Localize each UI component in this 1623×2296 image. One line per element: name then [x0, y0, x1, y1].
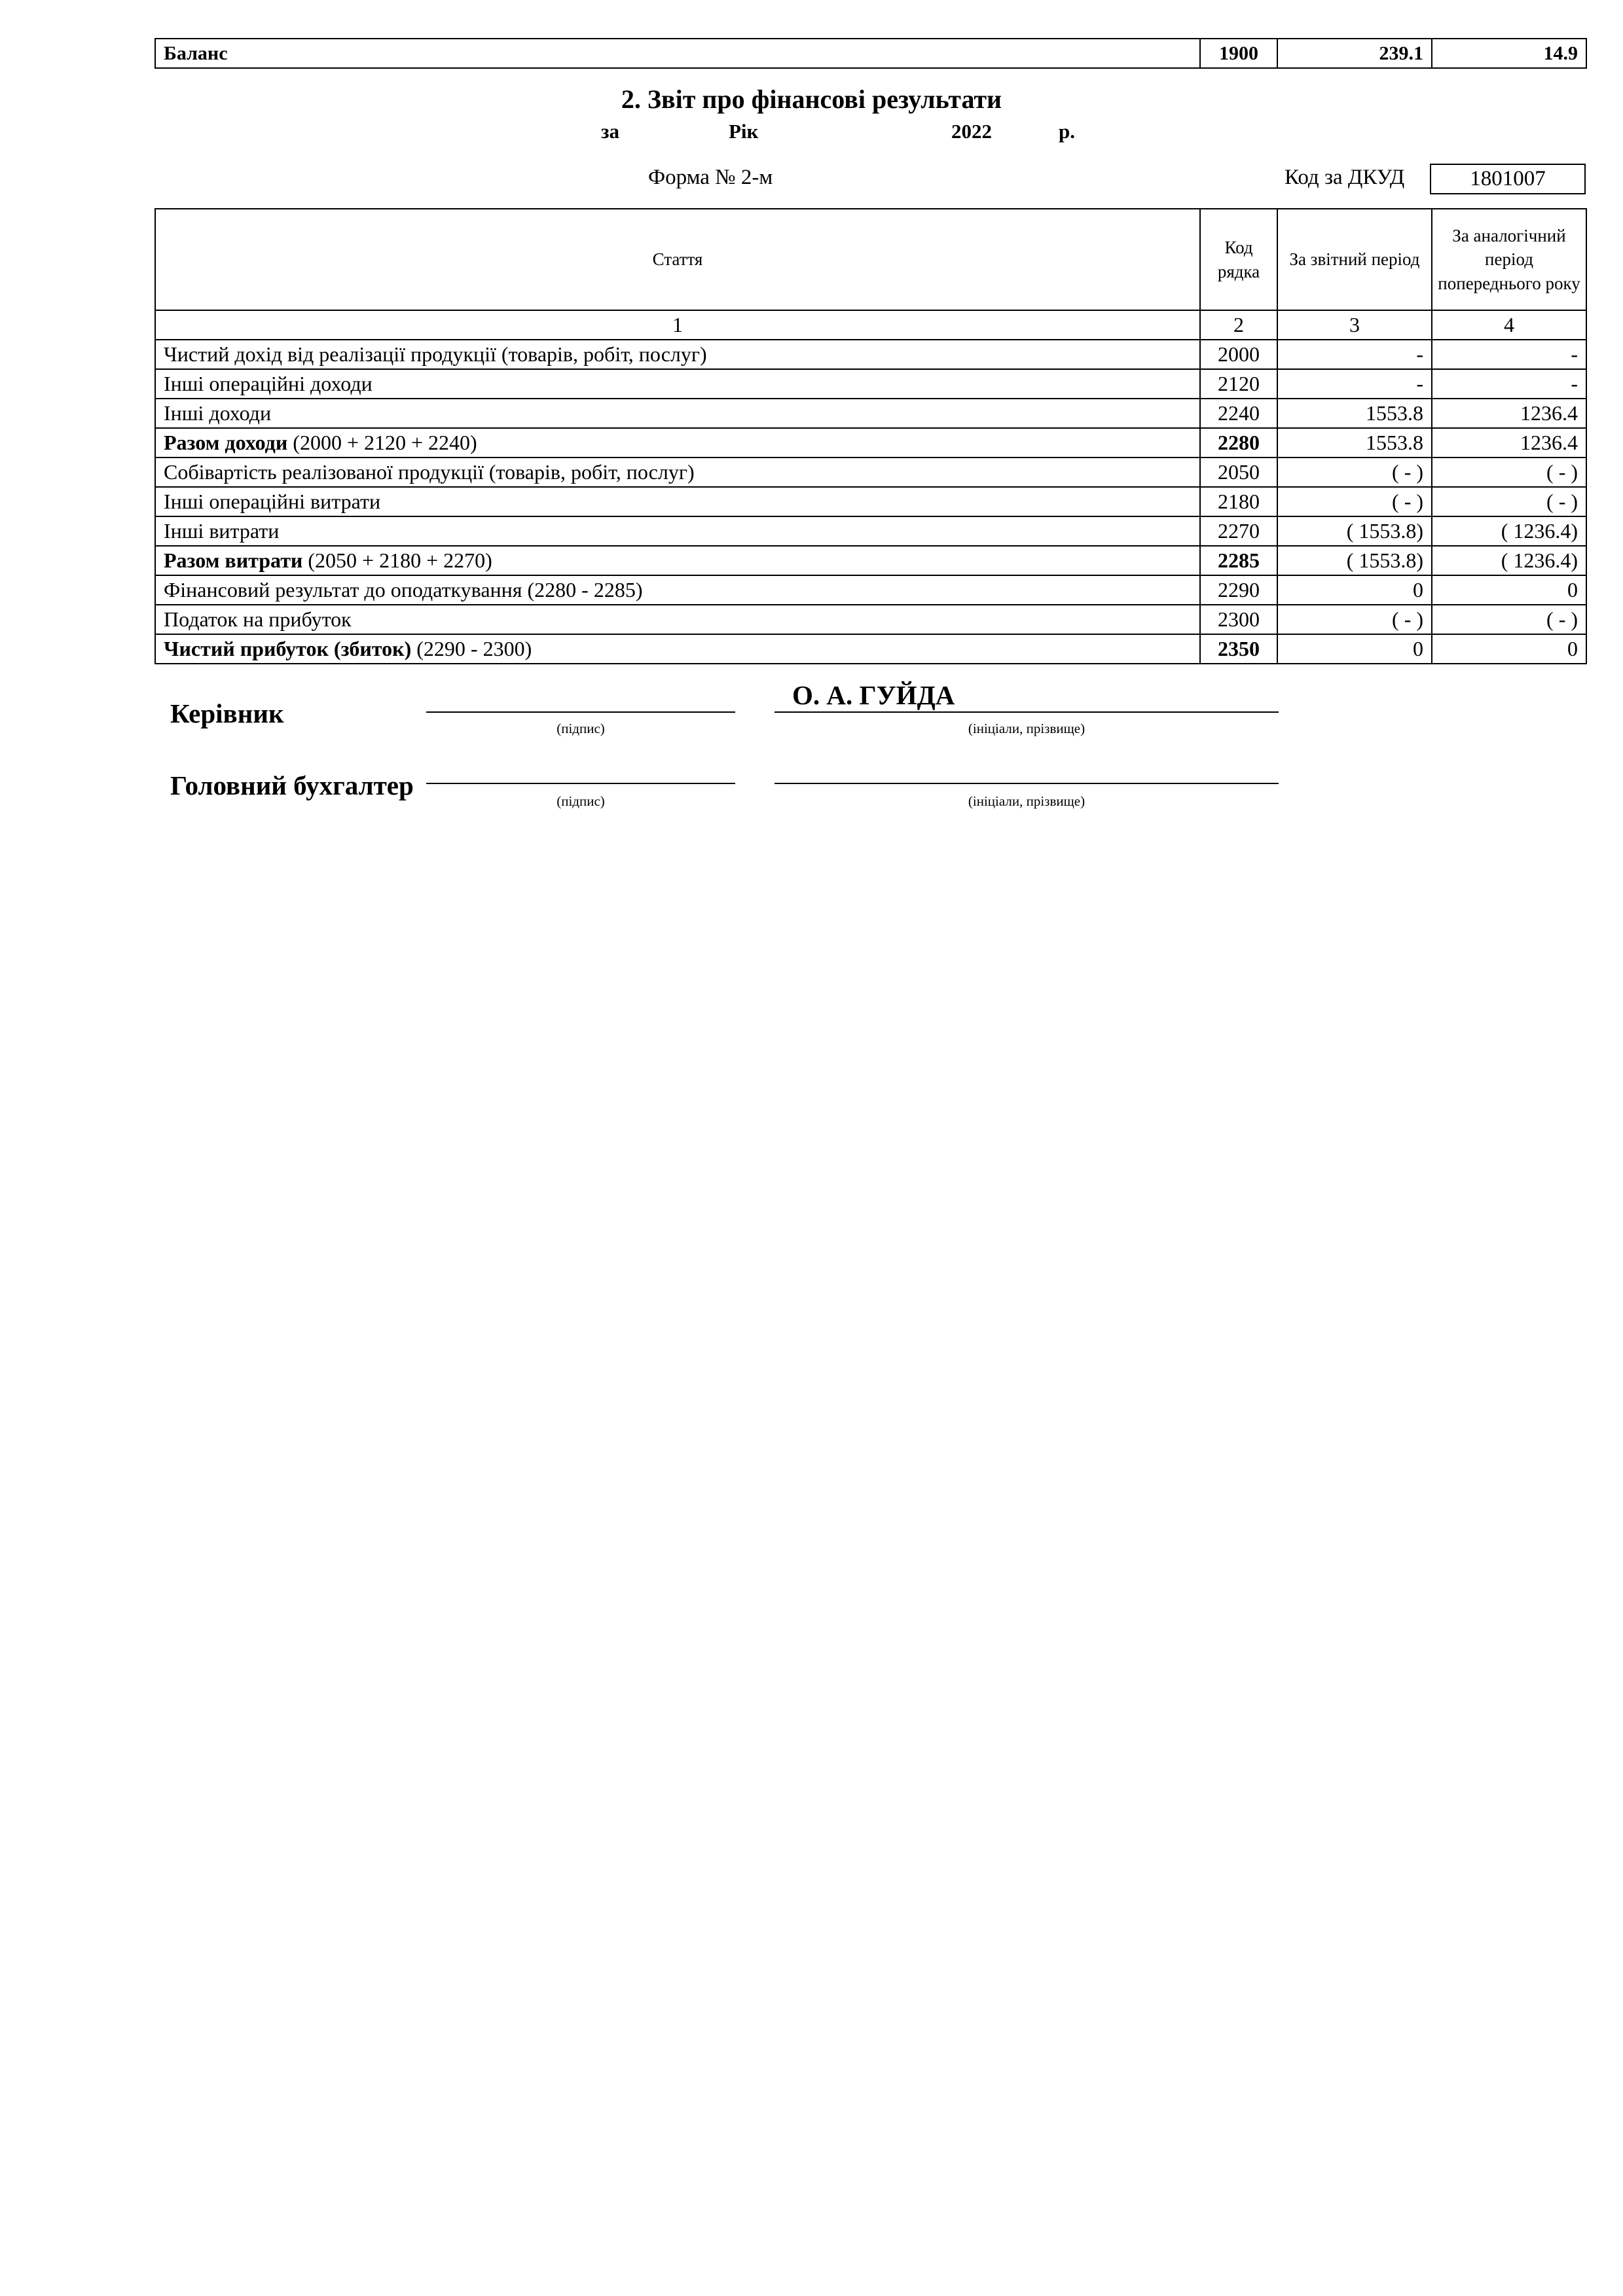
report-title: 2. Звіт про фінансові результати [621, 84, 1002, 114]
balance-table [155, 38, 1587, 69]
header-article: Стаття [155, 209, 1200, 310]
header-previous-period: За аналогічний період попереднього року [1432, 209, 1586, 310]
header-code: Код рядка [1200, 209, 1277, 310]
row-current: 0 [1277, 634, 1432, 664]
director-name: О. А. ГУЙДА [792, 680, 955, 710]
row-code: 2350 [1200, 634, 1277, 664]
accountant-name-line [775, 783, 1279, 784]
row-previous: - [1432, 340, 1586, 369]
row-name: Чистий прибуток (збиток) (2290 - 2300) [155, 634, 1200, 664]
row-name: Інші операційні витрати [155, 487, 1200, 516]
column-number-row [155, 310, 1586, 340]
column-number: 4 [1432, 310, 1586, 340]
table-header-row [155, 209, 1586, 310]
row-code: 2000 [1200, 340, 1277, 369]
column-number: 1 [155, 310, 1200, 340]
row-previous: 0 [1432, 575, 1586, 605]
balance-current: 239.1 [1277, 39, 1432, 68]
row-name: Податок на прибуток [155, 605, 1200, 634]
row-previous: ( 1236.4) [1432, 546, 1586, 575]
financial-results-table [155, 208, 1587, 664]
column-number: 3 [1277, 310, 1432, 340]
signature-caption: (підпис) [556, 721, 605, 736]
row-name: Чистий дохід від реалізації продукції (товарів, робіт, послуг) [155, 340, 1200, 369]
row-previous: - [1432, 369, 1586, 399]
director-name-line [775, 711, 1279, 713]
column-number: 2 [1200, 310, 1277, 340]
row-current: 1553.8 [1277, 399, 1432, 428]
year-suffix: р. [1059, 120, 1075, 143]
row-code: 2270 [1200, 516, 1277, 546]
row-previous: ( 1236.4) [1432, 516, 1586, 546]
row-name: Разом витрати (2050 + 2180 + 2270) [155, 546, 1200, 575]
row-code: 2120 [1200, 369, 1277, 399]
name-caption: (ініціали, прізвище) [968, 793, 1085, 809]
director-role: Керівник [170, 698, 284, 728]
table-row [155, 457, 1586, 487]
row-code: 2240 [1200, 399, 1277, 428]
header-current-period: За звітний період [1277, 209, 1432, 310]
row-current: 0 [1277, 575, 1432, 605]
row-current: ( - ) [1277, 605, 1432, 634]
row-name: Інші операційні доходи [155, 369, 1200, 399]
row-code: 2280 [1200, 428, 1277, 457]
row-current: ( 1553.8) [1277, 546, 1432, 575]
row-name: Інші витрати [155, 516, 1200, 546]
row-code: 2180 [1200, 487, 1277, 516]
row-name: Фінансовий результат до оподаткування (2280 - 2285) [155, 575, 1200, 605]
row-current: ( 1553.8) [1277, 516, 1432, 546]
accountant-signature-line [426, 783, 735, 784]
row-previous: 1236.4 [1432, 399, 1586, 428]
period-prefix: за [601, 120, 619, 143]
row-code: 2050 [1200, 457, 1277, 487]
accountant-role: Головний бухгалтер [170, 770, 414, 800]
table-row [155, 575, 1586, 605]
row-current: ( - ) [1277, 487, 1432, 516]
row-code: 2290 [1200, 575, 1277, 605]
balance-row [155, 39, 1586, 68]
table-row [155, 634, 1586, 664]
row-current: - [1277, 369, 1432, 399]
table-row [155, 487, 1586, 516]
row-name: Разом доходи (2000 + 2120 + 2240) [155, 428, 1200, 457]
row-code: 2285 [1200, 546, 1277, 575]
form-label: Форма № 2-м [648, 166, 773, 189]
row-previous: 1236.4 [1432, 428, 1586, 457]
row-current: 1553.8 [1277, 428, 1432, 457]
dkud-code: 1801007 [1430, 164, 1586, 194]
table-row [155, 605, 1586, 634]
table-row [155, 516, 1586, 546]
dkud-label: Код за ДКУД [1285, 166, 1405, 189]
table-row [155, 340, 1586, 369]
balance-previous: 14.9 [1432, 39, 1586, 68]
row-previous: 0 [1432, 634, 1586, 664]
period-name: Рік [729, 120, 759, 143]
director-signature-line [426, 711, 735, 713]
table-row [155, 399, 1586, 428]
row-current: ( - ) [1277, 457, 1432, 487]
row-previous: ( - ) [1432, 457, 1586, 487]
row-code: 2300 [1200, 605, 1277, 634]
row-name: Собівартість реалізованої продукції (товарів, робіт, послуг) [155, 457, 1200, 487]
row-name: Інші доходи [155, 399, 1200, 428]
row-previous: ( - ) [1432, 605, 1586, 634]
balance-label: Баланс [155, 39, 1200, 68]
table-row [155, 428, 1586, 457]
table-row [155, 369, 1586, 399]
balance-code: 1900 [1200, 39, 1277, 68]
row-current: - [1277, 340, 1432, 369]
name-caption: (ініціали, прізвище) [968, 721, 1085, 736]
row-previous: ( - ) [1432, 487, 1586, 516]
signature-caption: (підпис) [556, 793, 605, 809]
table-row [155, 546, 1586, 575]
report-year: 2022 [951, 120, 992, 143]
